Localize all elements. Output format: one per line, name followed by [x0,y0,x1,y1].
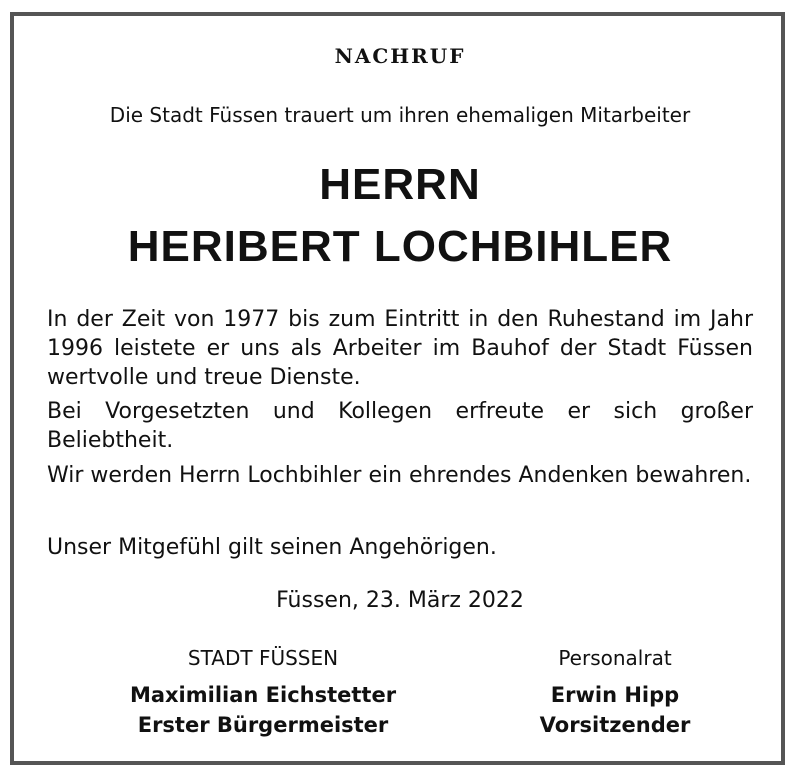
intro-text: Die Stadt Füssen trauert um ihren ehemaligen Mitarbeiter [109,103,691,127]
signature-block-staff-council [500,646,730,740]
signature-name: Erwin Hipp [550,683,680,707]
signature-name: Maximilian Eichstetter [129,683,397,707]
paragraph-popularity: Bei Vorgesetzten und Kollegen erfreute er sich großer Beliebtheit. [47,399,753,453]
signature-role: Erster Bürgermeister [137,713,389,737]
signature-org: Personalrat [558,646,672,670]
deceased-title: HERRN [319,160,481,209]
deceased-name: HERIBERT LOCHBIHLER [127,222,673,271]
signature-org: STADT FÜSSEN [187,646,339,670]
paragraph-condolence: Unser Mitgefühl gilt seinen Angehörigen. [47,535,497,560]
signature-block-city [100,646,426,740]
place-date: Füssen, 23. März 2022 [276,588,524,613]
signature-role: Vorsitzender [539,713,691,737]
paragraph-remembrance: Wir werden Herrn Lochbihler ein ehrendes Andenken bewahren. [47,463,752,488]
paragraph-service: In der Zeit von 1977 bis zum Eintritt in den Ruhestand im Jahr 1996 leistete er uns als Arbeiter im Bauhof der Stadt Füssen wertvolle und treue Dienste. [47,307,753,390]
notice-heading: NACHRUF [334,44,466,68]
